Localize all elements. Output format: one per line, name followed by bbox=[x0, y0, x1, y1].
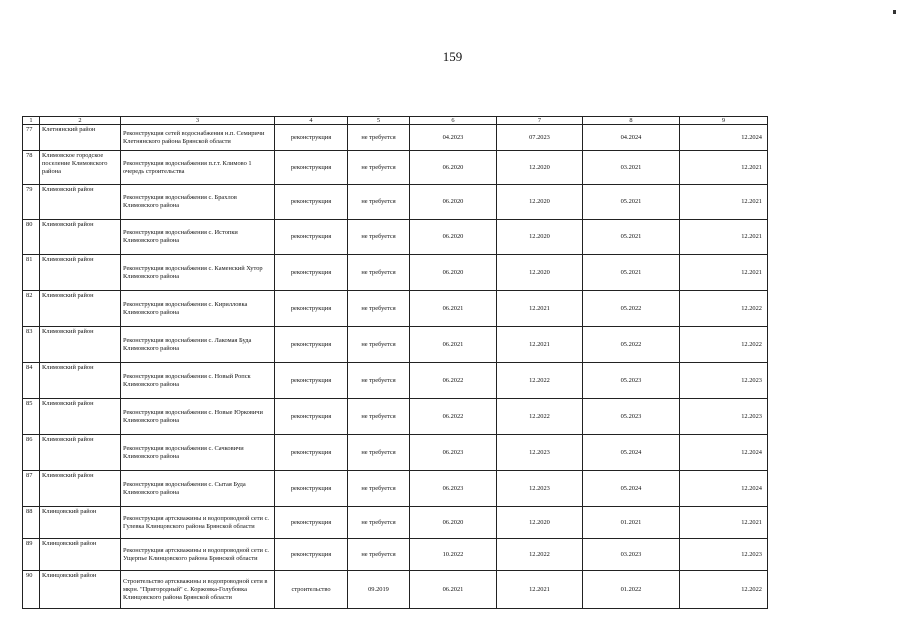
date-start: 06.2021 bbox=[410, 571, 497, 609]
date-start-2: 05.2021 bbox=[583, 220, 680, 255]
date-completion: 12.2024 bbox=[680, 435, 768, 471]
date-start: 06.2020 bbox=[410, 220, 497, 255]
project-name: Реконструкция водоснабжения п.г.т. Климово 1 очередь строительства bbox=[121, 151, 275, 185]
date-completion: 12.2023 bbox=[680, 539, 768, 571]
date-start-2: 05.2021 bbox=[583, 255, 680, 291]
row-number: 84 bbox=[23, 363, 40, 399]
expertise-status: не требуется bbox=[348, 507, 410, 539]
row-number: 78 bbox=[23, 151, 40, 185]
date-end: 12.2020 bbox=[497, 185, 583, 220]
district-name: Клетнянский район bbox=[40, 125, 121, 151]
header-cell: 7 bbox=[497, 117, 583, 125]
project-name: Реконструкция артскважины и водопроводной сети с. Гулевка Клинцовского района Брянской области bbox=[121, 507, 275, 539]
work-type: реконструкция bbox=[275, 435, 348, 471]
date-completion: 12.2021 bbox=[680, 185, 768, 220]
row-number: 87 bbox=[23, 471, 40, 507]
district-name: Климовский район bbox=[40, 471, 121, 507]
expertise-status: не требуется bbox=[348, 185, 410, 220]
district-name: Климовский район bbox=[40, 185, 121, 220]
project-name: Реконструкция водоснабжения с. Сытая Буда Климовского района bbox=[121, 471, 275, 507]
work-type: реконструкция bbox=[275, 291, 348, 327]
date-start-2: 03.2021 bbox=[583, 151, 680, 185]
date-start: 06.2020 bbox=[410, 151, 497, 185]
date-end: 12.2020 bbox=[497, 507, 583, 539]
date-start: 04.2023 bbox=[410, 125, 497, 151]
date-start-2: 01.2022 bbox=[583, 571, 680, 609]
table-row bbox=[23, 539, 768, 571]
district-name: Климовское городское поселение Климовского района bbox=[40, 151, 121, 185]
date-completion: 12.2022 bbox=[680, 571, 768, 609]
district-name: Климовский район bbox=[40, 220, 121, 255]
district-name: Климовский район bbox=[40, 327, 121, 363]
project-name: Реконструкция водоснабжения с. Каменский Хутор Климовского района bbox=[121, 255, 275, 291]
table-row bbox=[23, 399, 768, 435]
date-completion: 12.2024 bbox=[680, 471, 768, 507]
expertise-status: не требуется bbox=[348, 220, 410, 255]
date-end: 12.2021 bbox=[497, 571, 583, 609]
project-name: Реконструкция артскважины и водопроводной сети с. Ущерпье Клинцовского района Брянской области bbox=[121, 539, 275, 571]
date-start-2: 05.2023 bbox=[583, 363, 680, 399]
date-completion: 12.2021 bbox=[680, 151, 768, 185]
date-end: 12.2022 bbox=[497, 363, 583, 399]
district-name: Климовский район bbox=[40, 255, 121, 291]
date-start-2: 01.2021 bbox=[583, 507, 680, 539]
district-name: Клинцовский район bbox=[40, 539, 121, 571]
project-name: Реконструкция водоснабжения с. Кирилловка Климовского района bbox=[121, 291, 275, 327]
row-number: 89 bbox=[23, 539, 40, 571]
work-type: реконструкция bbox=[275, 399, 348, 435]
project-name: Реконструкция водоснабжения с. Новые Юрковичи Климовского района bbox=[121, 399, 275, 435]
date-end: 12.2022 bbox=[497, 539, 583, 571]
date-completion: 12.2023 bbox=[680, 363, 768, 399]
project-name: Реконструкция водоснабжения с. Новый Ропск Климовского района bbox=[121, 363, 275, 399]
table-row bbox=[23, 255, 768, 291]
date-start-2: 05.2022 bbox=[583, 327, 680, 363]
date-start: 06.2023 bbox=[410, 471, 497, 507]
project-name: Реконструкция водоснабжения с. Брахлов Климовского района bbox=[121, 185, 275, 220]
row-number: 77 bbox=[23, 125, 40, 151]
date-completion: 12.2024 bbox=[680, 125, 768, 151]
row-number: 80 bbox=[23, 220, 40, 255]
date-start-2: 03.2023 bbox=[583, 539, 680, 571]
date-completion: 12.2021 bbox=[680, 220, 768, 255]
table-row bbox=[23, 327, 768, 363]
date-start: 06.2023 bbox=[410, 435, 497, 471]
date-end: 12.2020 bbox=[497, 220, 583, 255]
project-name: Реконструкция водоснабжения с. Истопки Климовского района bbox=[121, 220, 275, 255]
date-completion: 12.2021 bbox=[680, 255, 768, 291]
table-row bbox=[23, 471, 768, 507]
date-start-2: 04.2024 bbox=[583, 125, 680, 151]
project-name: Реконструкция сетей водоснабжения н.п. Семиричи Клетнянского района Брянской области bbox=[121, 125, 275, 151]
date-end: 07.2023 bbox=[497, 125, 583, 151]
header-cell: 4 bbox=[275, 117, 348, 125]
expertise-status: не требуется bbox=[348, 399, 410, 435]
project-name: Строительство артскважины и водопроводной сети в мкрн. "Пригородный" с. Коржовка-Голубовка Клинцовского района Брянской области bbox=[121, 571, 275, 609]
expertise-status: не требуется bbox=[348, 471, 410, 507]
date-end: 12.2022 bbox=[497, 399, 583, 435]
header-cell: 9 bbox=[680, 117, 768, 125]
table-row bbox=[23, 363, 768, 399]
work-type: реконструкция bbox=[275, 471, 348, 507]
row-number: 88 bbox=[23, 507, 40, 539]
work-type: реконструкция bbox=[275, 220, 348, 255]
row-number: 82 bbox=[23, 291, 40, 327]
table-row bbox=[23, 291, 768, 327]
table-row bbox=[23, 151, 768, 185]
header-cell: 5 bbox=[348, 117, 410, 125]
date-start: 06.2021 bbox=[410, 291, 497, 327]
district-name: Климовский район bbox=[40, 291, 121, 327]
date-start: 06.2022 bbox=[410, 399, 497, 435]
header-row bbox=[23, 117, 768, 125]
date-end: 12.2020 bbox=[497, 255, 583, 291]
expertise-status: не требуется bbox=[348, 291, 410, 327]
date-end: 12.2023 bbox=[497, 435, 583, 471]
expertise-status: не требуется bbox=[348, 151, 410, 185]
date-start: 06.2020 bbox=[410, 185, 497, 220]
page-number: 159 bbox=[442, 49, 463, 64]
date-start: 06.2021 bbox=[410, 327, 497, 363]
date-end: 12.2021 bbox=[497, 291, 583, 327]
header-cell: 8 bbox=[583, 117, 680, 125]
table-row bbox=[23, 435, 768, 471]
date-start: 06.2020 bbox=[410, 507, 497, 539]
row-number: 86 bbox=[23, 435, 40, 471]
expertise-status: не требуется bbox=[348, 327, 410, 363]
date-start-2: 05.2023 bbox=[583, 399, 680, 435]
header-cell: 6 bbox=[410, 117, 497, 125]
date-start: 06.2022 bbox=[410, 363, 497, 399]
expertise-status: не требуется bbox=[348, 125, 410, 151]
district-name: Клинцовский район bbox=[40, 507, 121, 539]
work-type: реконструкция bbox=[275, 185, 348, 220]
date-end: 12.2020 bbox=[497, 151, 583, 185]
header-cell: 2 bbox=[40, 117, 121, 125]
expertise-status: 09.2019 bbox=[348, 571, 410, 609]
table-row bbox=[23, 125, 768, 151]
work-type: реконструкция bbox=[275, 363, 348, 399]
table-row bbox=[23, 507, 768, 539]
date-end: 12.2023 bbox=[497, 471, 583, 507]
work-type: реконструкция bbox=[275, 255, 348, 291]
district-name: Климовский район bbox=[40, 363, 121, 399]
work-type: строительство bbox=[275, 571, 348, 609]
date-completion: 12.2021 bbox=[680, 507, 768, 539]
date-start-2: 05.2024 bbox=[583, 471, 680, 507]
row-number: 90 bbox=[23, 571, 40, 609]
header-cell: 3 bbox=[121, 117, 275, 125]
work-type: реконструкция bbox=[275, 507, 348, 539]
expertise-status: не требуется bbox=[348, 539, 410, 571]
district-name: Климовский район bbox=[40, 435, 121, 471]
date-start-2: 05.2021 bbox=[583, 185, 680, 220]
expertise-status: не требуется bbox=[348, 255, 410, 291]
date-start: 10.2022 bbox=[410, 539, 497, 571]
row-number: 83 bbox=[23, 327, 40, 363]
district-name: Клинцовский район bbox=[40, 571, 121, 609]
project-name: Реконструкция водоснабжения с. Сачковичи Климовского района bbox=[121, 435, 275, 471]
date-completion: 12.2023 bbox=[680, 399, 768, 435]
row-number: 85 bbox=[23, 399, 40, 435]
date-start-2: 05.2024 bbox=[583, 435, 680, 471]
work-type: реконструкция bbox=[275, 125, 348, 151]
table-row bbox=[23, 185, 768, 220]
district-name: Климовский район bbox=[40, 399, 121, 435]
date-completion: 12.2022 bbox=[680, 327, 768, 363]
row-number: 81 bbox=[23, 255, 40, 291]
work-type: реконструкция bbox=[275, 539, 348, 571]
table-body bbox=[23, 117, 768, 609]
date-start: 06.2020 bbox=[410, 255, 497, 291]
table-row bbox=[23, 571, 768, 609]
expertise-status: не требуется bbox=[348, 363, 410, 399]
date-end: 12.2021 bbox=[497, 327, 583, 363]
header-cell: 1 bbox=[23, 117, 40, 125]
project-name: Реконструкция водоснабжения с. Лакомая Буда Климовского района bbox=[121, 327, 275, 363]
work-type: реконструкция bbox=[275, 327, 348, 363]
projects-table bbox=[22, 116, 768, 609]
table-row bbox=[23, 220, 768, 255]
expertise-status: не требуется bbox=[348, 435, 410, 471]
margin-mark bbox=[893, 10, 896, 14]
work-type: реконструкция bbox=[275, 151, 348, 185]
date-start-2: 05.2022 bbox=[583, 291, 680, 327]
row-number: 79 bbox=[23, 185, 40, 220]
date-completion: 12.2022 bbox=[680, 291, 768, 327]
